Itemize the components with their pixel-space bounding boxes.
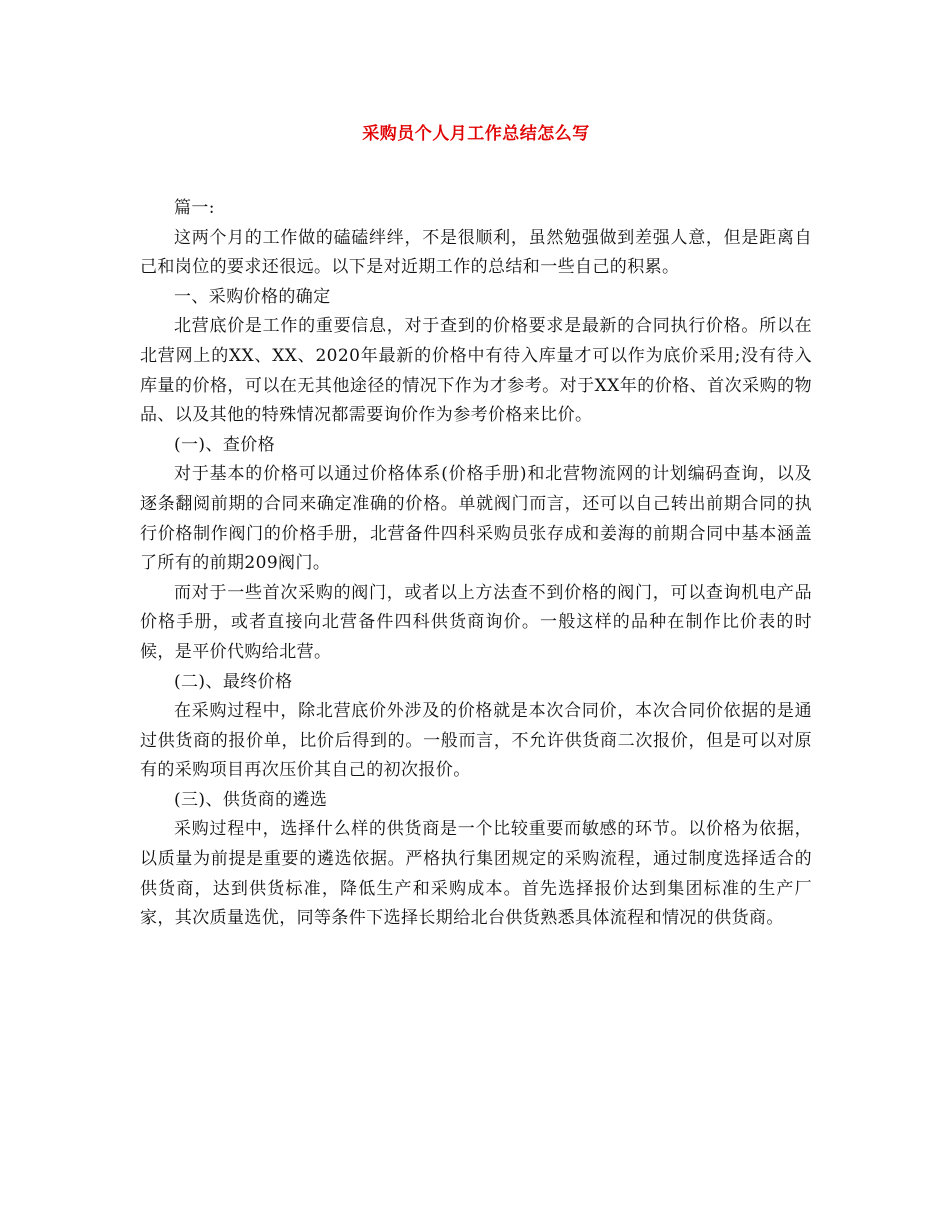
document-title: 采购员个人月工作总结怎么写 xyxy=(362,124,590,144)
paragraph-intro: 这两个月的工作做的磕磕绊绊，不是很顺利，虽然勉强做到差强人意，但是距离自己和岗位的要求还很远。以下是对近期工作的总结和一些自己的积累。 xyxy=(140,227,812,278)
section-heading-price-determination: 一、采购价格的确定 xyxy=(174,286,331,307)
subsection-heading-supplier-selection: (三)、供货商的遴选 xyxy=(174,789,328,810)
subsection-heading-check-price: (一)、查价格 xyxy=(174,434,276,455)
paragraph-first-purchase-valves: 而对于一些首次采购的阀门，或者以上方法查不到价格的阀门，可以查询机电产品价格手册，或者直接向北营备件四科供货商询价。一般这样的品种在制作比价表的时候，是平价代购给北营。 xyxy=(140,582,812,662)
section-label-part-one: 篇一: xyxy=(174,198,215,218)
paragraph-base-price: 北营底价是工作的重要信息，对于查到的价格要求是最新的合同执行价格。所以在北营网上的XX、XX、2020年最新的价格中有待入库量才可以作为底价采用;没有待入库量的价格，可以在无其他途径的情况下作为才参考。对于XX年的价格、首次采购的物品、以及其他的特殊情况都需要询价作为参考价格来比价。 xyxy=(140,316,812,426)
title-spacer xyxy=(140,152,812,194)
paragraph-supplier-selection: 采购过程中，选择什么样的供货商是一个比较重要而敏感的环节。以价格为依据，以质量为前提是重要的遴选依据。严格执行集团规定的采购流程，通过制度选择适合的供货商，达到供货标准，降低生产和采购成本。首先选择报价达到集团标准的生产厂家，其次质量选优，同等条件下选择长期给北台供货熟悉具体流程和情况的供货商。 xyxy=(140,819,812,929)
subsection-heading-final-price: (二)、最终价格 xyxy=(174,671,293,692)
paragraph-final-price: 在采购过程中，除北营底价外涉及的价格就是本次合同价，本次合同价依据的是通过供货商的报价单，比价后得到的。一般而言，不允许供货商二次报价，但是可以对原有的采购项目再次压价其自己的初次报价。 xyxy=(140,701,812,781)
paragraph-check-price-methods: 对于基本的价格可以通过价格体系(价格手册)和北营物流网的计划编码查询，以及逐条翻阅前期的合同来确定准确的价格。单就阀门而言，还可以自己转出前期合同的执行价格制作阀门的价格手册，北营备件四科采购员张存成和姜海的前期合同中基本涵盖了所有的前期209阀门。 xyxy=(140,464,812,574)
document-page xyxy=(140,116,812,934)
